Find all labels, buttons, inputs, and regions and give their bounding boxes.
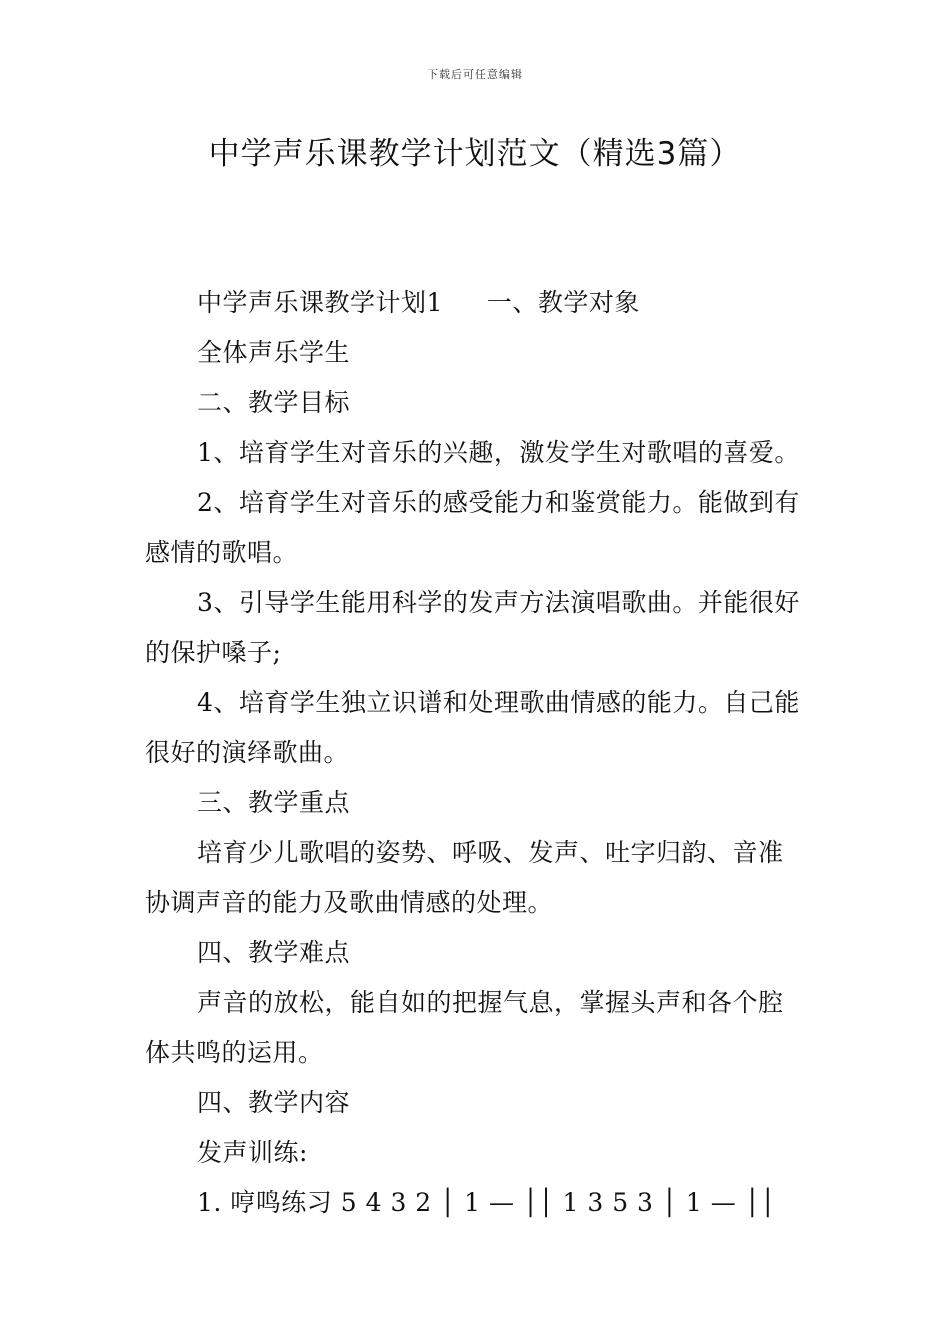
paragraph-line: 体共鸣的运用。	[145, 1038, 324, 1067]
section-heading: 四、教学内容	[197, 1088, 351, 1117]
section-title: 中学声乐课教学计划1	[197, 288, 443, 317]
paragraph-line: 发声训练:	[197, 1138, 308, 1167]
section-heading: 四、教学难点	[197, 938, 351, 967]
paragraph-line: 3、引导学生能用科学的发声方法演唱歌曲。并能很好	[197, 588, 800, 617]
paragraph-line: 2、培育学生对音乐的感受能力和鉴赏能力。能做到有	[197, 488, 800, 517]
section-heading: 二、教学目标	[197, 388, 351, 417]
paragraph-line: 协调声音的能力及歌曲情感的处理。	[145, 888, 554, 917]
paragraph-line: 全体声乐学生	[197, 338, 351, 367]
paragraph-line: 4、培育学生独立识谱和处理歌曲情感的能力。自己能	[197, 688, 800, 717]
section-heading: 三、教学重点	[197, 788, 351, 817]
paragraph-line	[145, 278, 810, 328]
paragraph-line: 感情的歌唱。	[145, 538, 299, 567]
paragraph-line: 很好的演绎歌曲。	[145, 738, 350, 767]
page-header-note: 下载后可任意编辑	[427, 68, 523, 81]
section-heading: 一、教学对象	[486, 288, 640, 317]
paragraph-line: 声音的放松，能自如的把握气息，掌握头声和各个腔	[197, 988, 784, 1017]
document-body	[145, 278, 810, 1228]
paragraph-line: 1、培育学生对音乐的兴趣，激发学生对歌唱的喜爱。	[197, 438, 800, 467]
document-title: 中学声乐课教学计划范文（精选3篇）	[208, 136, 742, 172]
paragraph-line: 培育少儿歌唱的姿势、呼吸、发声、吐字归韵、音准	[197, 838, 784, 867]
paragraph-line: 的保护嗓子;	[145, 638, 282, 667]
paragraph-line: 1. 哼鸣练习 5 4 3 2 │ 1 — ││ 1 3 5 3 │ 1 — ││	[197, 1188, 776, 1217]
